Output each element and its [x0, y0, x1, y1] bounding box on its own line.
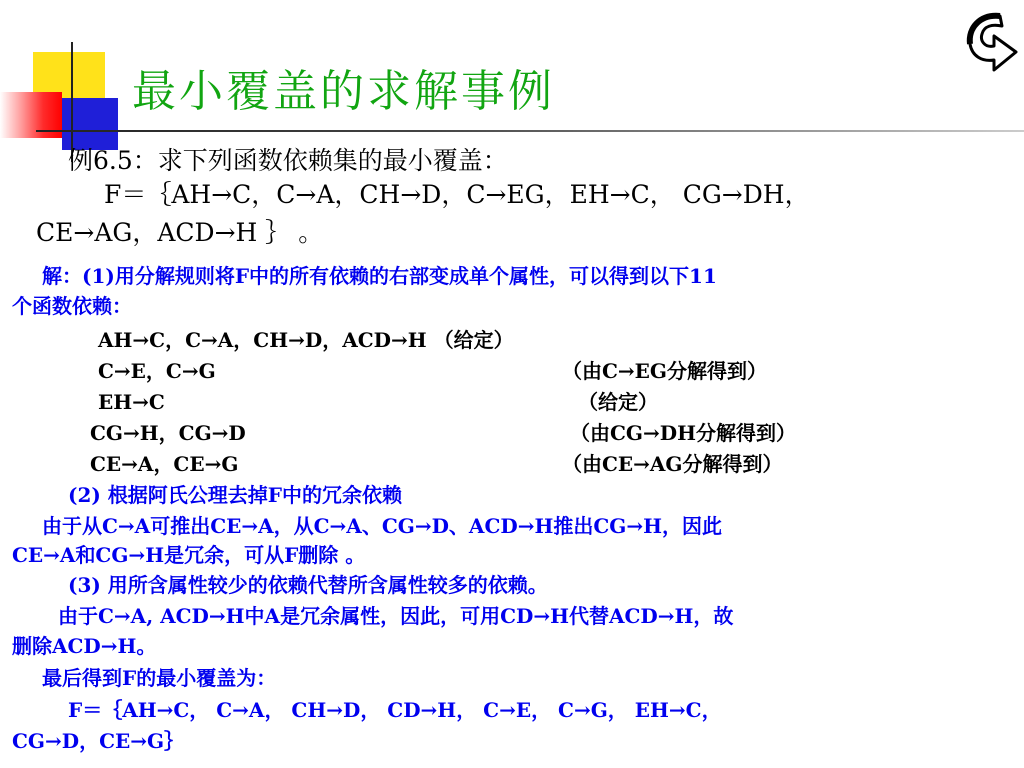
dep-row-5-note: （由CE→AG分解得到） — [562, 452, 783, 476]
step3-heading: (3) 用所含属性较少的依赖代替所含属性较多的依赖。 — [68, 573, 548, 597]
step2-line1: 由于从C→A可推出CE→A，从C→A、CG→D、ACD→H推出CG→H，因此 — [42, 514, 723, 538]
decor-vertical-line — [71, 42, 73, 162]
dependency-set-line2: CE→AG，ACD→H ｝ 。 — [36, 218, 324, 247]
step1-line2: 个函数依赖： — [12, 294, 132, 318]
example-label: 例6.5：求下列函数依赖集的最小覆盖： — [68, 146, 508, 175]
dep-row-1: AH→C，C→A，CH→D，ACD→H （给定） — [98, 328, 514, 352]
dep-row-5: CE→A，CE→G — [90, 452, 239, 476]
step2-line2: CE→A和CG→H是冗余，可从F删除 。 — [12, 543, 366, 567]
final-heading: 最后得到F的最小覆盖为： — [42, 666, 277, 690]
dep-row-2: C→E，C→G — [98, 359, 216, 383]
final-cover-line2: CG→D，CE→G｝ — [12, 729, 185, 753]
dep-row-4-note: （由CG→DH分解得到） — [570, 421, 796, 445]
step3-line2: 删除ACD→H。 — [12, 634, 157, 658]
slide-title: 最小覆盖的求解事例 — [132, 66, 555, 117]
dep-row-3: EH→C — [98, 390, 165, 414]
dependency-set-line1: F＝｛AH→C，C→A，CH→D，C→EG，EH→C， CG→DH， — [104, 180, 810, 209]
dep-row-3-note: （给定） — [578, 390, 658, 414]
step2-heading: (2) 根据阿氏公理去掉F中的冗余依赖 — [68, 483, 403, 507]
back-arrow-icon[interactable] — [960, 10, 1022, 82]
step1-line1: 解：(1)用分解规则将F中的所有依赖的右部变成单个属性，可以得到以下11 — [42, 264, 717, 288]
step3-line1: 由于C→A, ACD→H中A是冗余属性，因此，可用CD→H代替ACD→H，故 — [58, 604, 734, 628]
dep-row-4: CG→H，CG→D — [90, 421, 246, 445]
final-cover-line1: F＝｛AH→C， C→A， CH→D， CD→H， C→E， C→G， EH→C， — [68, 698, 722, 722]
title-underline — [36, 130, 1024, 132]
dep-row-2-note: （由C→EG分解得到） — [562, 359, 767, 383]
